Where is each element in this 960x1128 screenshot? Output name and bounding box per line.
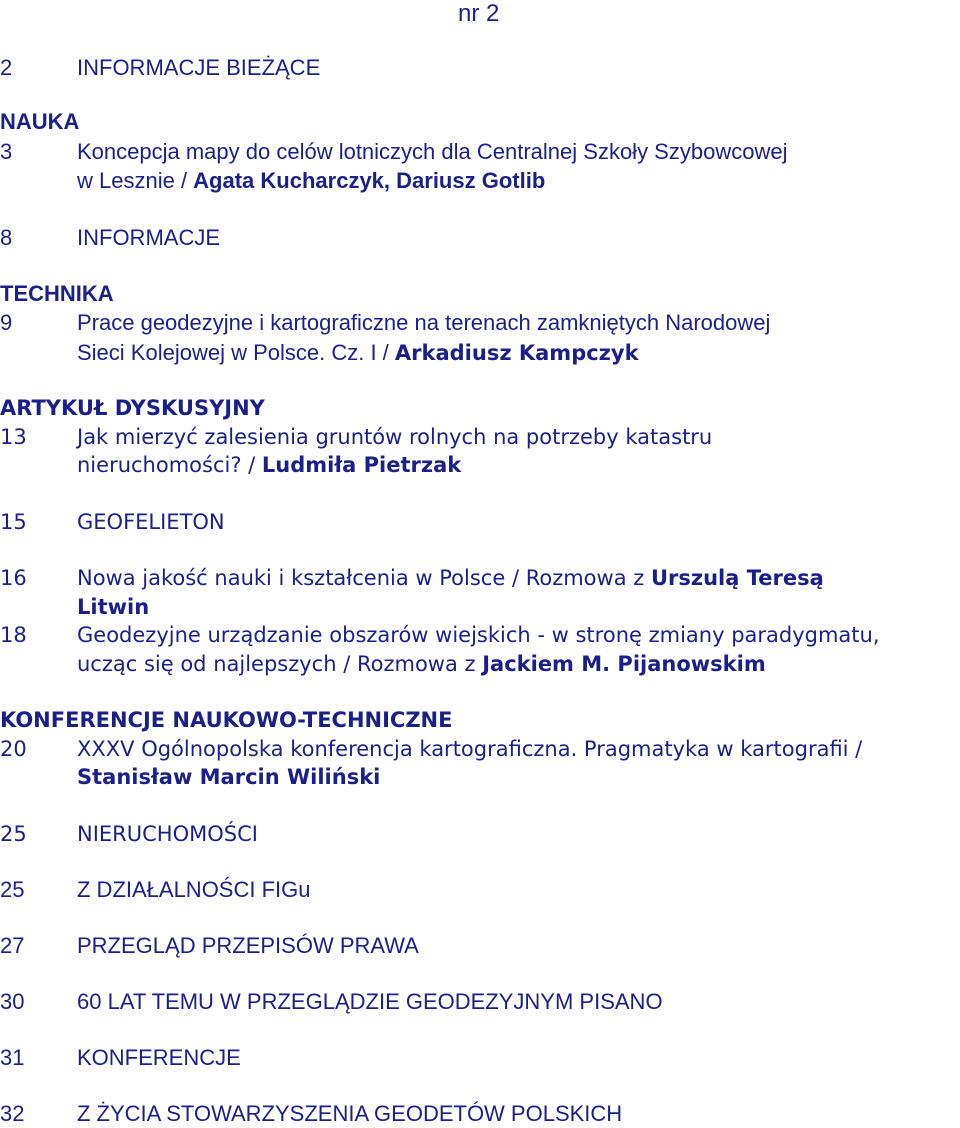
entry-title: XXXV Ogólnopolska konferencja kartograficzna. Pragmatyka w kartografii /	[77, 737, 863, 761]
entry-title: INFORMACJE BIEŻĄCE	[77, 55, 321, 80]
page-number: 13	[0, 425, 27, 449]
toc-entry[interactable]	[0, 1100, 622, 1128]
toc-entry[interactable]	[0, 508, 225, 536]
toc-entry[interactable]	[0, 735, 862, 763]
toc-entry-continuation	[0, 451, 461, 479]
entry-author: Litwin	[77, 595, 150, 619]
entry-title-cont: Sieci Kolejowej w Polsce. Cz. I /	[77, 340, 395, 365]
page-number: 32	[0, 1101, 25, 1126]
page-number: 2	[0, 55, 13, 80]
entry-author: Agata Kucharczyk, Dariusz Gotlib	[193, 168, 546, 193]
entry-title: Z DZIAŁALNOŚCI FIGu	[77, 877, 311, 902]
entry-title: KONFERENCJE	[77, 1045, 241, 1070]
entry-title: PRZEGLĄD PRZEPISÓW PRAWA	[77, 933, 419, 958]
entry-title-cont: nieruchomości? /	[77, 453, 262, 477]
entry-title: 60 LAT TEMU W PRZEGLĄDZIE GEODEZYJNYM PISANO	[77, 989, 663, 1014]
issue-number: nr 2	[458, 0, 500, 27]
entry-title-cont: w Lesznie /	[77, 168, 194, 193]
toc-entry-continuation	[0, 167, 545, 195]
page-number: 20	[0, 737, 27, 761]
page-number: 9	[0, 310, 13, 335]
section-heading-technika: TECHNIKA	[0, 281, 114, 306]
page-number: 27	[0, 933, 25, 958]
entry-title: Prace geodezyjne i kartograficzne na terenach zamkniętych Narodowej	[77, 310, 771, 335]
entry-author: Urszulą Teresą	[650, 566, 824, 590]
entry-title: NIERUCHOMOŚCI	[77, 822, 258, 846]
toc-entry-continuation	[0, 763, 380, 791]
toc-entry[interactable]	[0, 224, 220, 252]
page-number: 16	[0, 566, 27, 590]
page-number: 31	[0, 1045, 25, 1070]
entry-title: INFORMACJE	[77, 225, 220, 250]
page-number: 25	[0, 877, 25, 902]
entry-title: GEOFELIETON	[77, 510, 225, 534]
toc-entry[interactable]	[0, 309, 770, 337]
entry-title: Koncepcja mapy do celów lotniczych dla Centralnej Szkoły Szybowcowej	[77, 139, 788, 164]
section-heading-nauka: NAUKA	[0, 109, 80, 134]
entry-title: Geodezyjne urządzanie obszarów wiejskich - w stronę zmiany paradygmatu,	[77, 623, 880, 647]
toc-entry[interactable]	[0, 621, 880, 649]
page-number: 8	[0, 225, 13, 250]
entry-title: Nowa jakość nauki i kształcenia w Polsce / Rozmowa z	[77, 566, 651, 590]
entry-title: Jak mierzyć zalesienia gruntów rolnych na potrzeby katastru	[77, 425, 713, 449]
toc-entry[interactable]	[0, 54, 320, 82]
page-number: 18	[0, 623, 27, 647]
entry-title-cont: ucząc się od najlepszych / Rozmowa z	[77, 652, 483, 676]
section-heading-artykul: ARTYKUŁ DYSKUSYJNY	[0, 396, 265, 420]
toc-entry[interactable]	[0, 564, 824, 592]
section-heading-konferencje: KONFERENCJE NAUKOWO-TECHNICZNE	[0, 708, 453, 732]
entry-author: Arkadiusz Kampczyk	[394, 341, 639, 365]
page-number: 3	[0, 139, 13, 164]
entry-author: Ludmiła Pietrzak	[261, 453, 462, 477]
toc-entry[interactable]	[0, 988, 663, 1016]
toc-entry[interactable]	[0, 820, 258, 848]
page-number: 30	[0, 989, 25, 1014]
toc-entry[interactable]	[0, 138, 787, 166]
page-number: 25	[0, 822, 27, 846]
toc-entry-continuation	[0, 593, 149, 621]
entry-author: Jackiem M. Pijanowskim	[482, 652, 766, 676]
toc-entry[interactable]	[0, 932, 419, 960]
entry-title: Z ŻYCIA STOWARZYSZENIA GEODETÓW POLSKICH	[77, 1101, 623, 1126]
entry-author: Stanisław Marcin Wiliński	[77, 765, 381, 789]
toc-entry[interactable]	[0, 423, 712, 451]
toc-entry-continuation	[0, 339, 639, 367]
toc-entry[interactable]	[0, 1044, 241, 1072]
toc-entry[interactable]	[0, 876, 311, 904]
toc-entry-continuation	[0, 650, 766, 678]
page-number: 15	[0, 510, 27, 534]
